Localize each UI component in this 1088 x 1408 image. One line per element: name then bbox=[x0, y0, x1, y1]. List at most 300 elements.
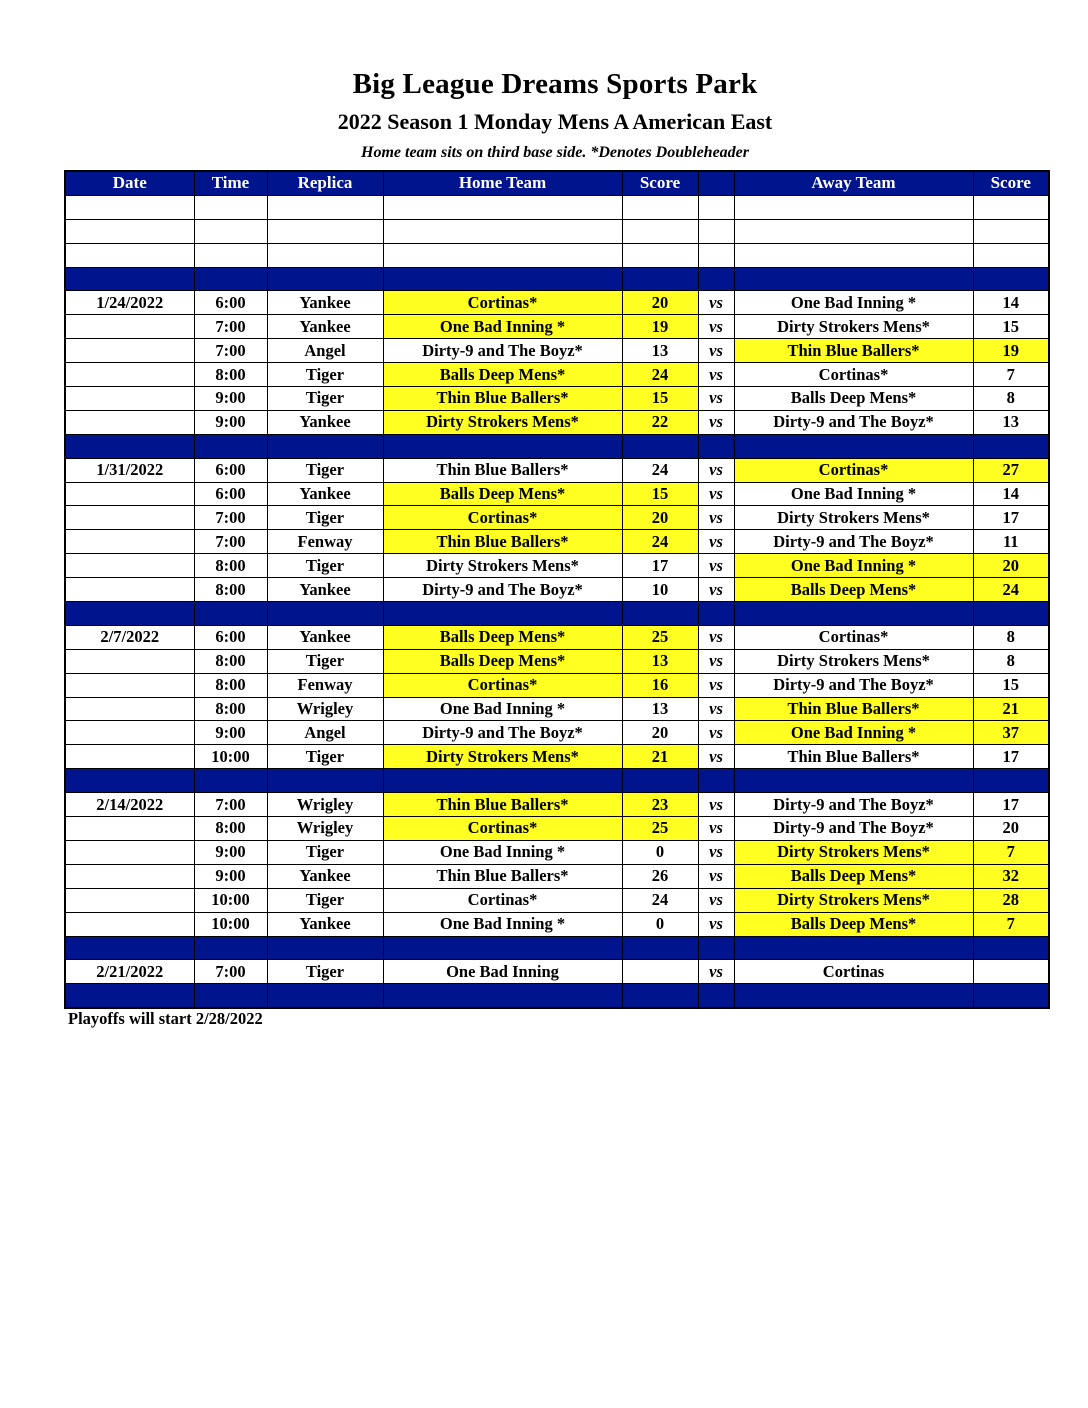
date-cell: 1/24/2022 bbox=[65, 291, 194, 315]
away-team-cell: Dirty-9 and The Boyz* bbox=[734, 530, 973, 554]
time-cell: 10:00 bbox=[194, 912, 267, 936]
time-cell: 9:00 bbox=[194, 864, 267, 888]
date-cell bbox=[65, 864, 194, 888]
time-cell: 7:00 bbox=[194, 793, 267, 817]
away-score-cell bbox=[973, 984, 1049, 1008]
time-cell bbox=[194, 984, 267, 1008]
blank-row bbox=[65, 195, 1049, 219]
vs-cell: vs bbox=[698, 888, 734, 912]
page-subtitle: 2022 Season 1 Monday Mens A American East bbox=[337, 109, 773, 134]
vs-cell: vs bbox=[698, 482, 734, 506]
vs-cell: vs bbox=[698, 697, 734, 721]
vs-cell: vs bbox=[698, 339, 734, 363]
week-separator-row bbox=[65, 769, 1049, 793]
home-team-cell: One Bad Inning * bbox=[383, 697, 622, 721]
replica-cell: Fenway bbox=[267, 530, 383, 554]
away-team-cell bbox=[734, 219, 973, 243]
vs-cell bbox=[698, 602, 734, 626]
game-row bbox=[65, 578, 1049, 602]
date-cell bbox=[65, 912, 194, 936]
away-score-cell: 17 bbox=[973, 745, 1049, 769]
game-row bbox=[65, 888, 1049, 912]
game-row bbox=[65, 721, 1049, 745]
away-team-cell: Dirty Strokers Mens* bbox=[734, 315, 973, 339]
date-cell bbox=[65, 434, 194, 458]
time-cell: 8:00 bbox=[194, 363, 267, 387]
replica-cell: Tiger bbox=[267, 387, 383, 411]
away-team-cell: Dirty Strokers Mens* bbox=[734, 649, 973, 673]
date-cell bbox=[65, 339, 194, 363]
date-cell bbox=[65, 721, 194, 745]
away-score-cell: 19 bbox=[973, 339, 1049, 363]
game-row bbox=[65, 649, 1049, 673]
time-cell: 8:00 bbox=[194, 697, 267, 721]
game-row bbox=[65, 840, 1049, 864]
time-cell bbox=[194, 243, 267, 267]
col-header-time: Time bbox=[194, 171, 267, 195]
date-cell bbox=[65, 387, 194, 411]
home-score-cell: 16 bbox=[622, 673, 698, 697]
date-cell bbox=[65, 195, 194, 219]
away-score-cell: 14 bbox=[973, 482, 1049, 506]
home-score-cell: 0 bbox=[622, 840, 698, 864]
away-score-cell: 20 bbox=[973, 817, 1049, 841]
home-score-cell: 0 bbox=[622, 912, 698, 936]
date-cell: 2/14/2022 bbox=[65, 793, 194, 817]
schedule-body bbox=[65, 195, 1049, 1008]
away-score-cell: 11 bbox=[973, 530, 1049, 554]
home-team-cell bbox=[383, 243, 622, 267]
home-score-cell bbox=[622, 219, 698, 243]
home-team-cell bbox=[383, 219, 622, 243]
replica-cell bbox=[267, 984, 383, 1008]
replica-cell: Angel bbox=[267, 721, 383, 745]
vs-cell: vs bbox=[698, 840, 734, 864]
home-score-cell: 24 bbox=[622, 363, 698, 387]
home-score-cell: 23 bbox=[622, 793, 698, 817]
away-team-cell: Balls Deep Mens* bbox=[734, 864, 973, 888]
game-row bbox=[65, 387, 1049, 411]
date-cell bbox=[65, 554, 194, 578]
vs-cell bbox=[698, 219, 734, 243]
away-team-cell: One Bad Inning * bbox=[734, 482, 973, 506]
vs-cell: vs bbox=[698, 673, 734, 697]
away-team-cell bbox=[734, 267, 973, 291]
home-team-cell bbox=[383, 936, 622, 960]
away-team-cell bbox=[734, 602, 973, 626]
home-score-cell bbox=[622, 769, 698, 793]
game-row bbox=[65, 530, 1049, 554]
away-score-cell: 7 bbox=[973, 912, 1049, 936]
replica-cell: Tiger bbox=[267, 840, 383, 864]
vs-cell: vs bbox=[698, 554, 734, 578]
date-cell bbox=[65, 769, 194, 793]
game-row bbox=[65, 745, 1049, 769]
home-score-cell: 25 bbox=[622, 625, 698, 649]
week-separator-row bbox=[65, 936, 1049, 960]
col-header-home-team: Home Team bbox=[383, 171, 622, 195]
home-team-cell: Balls Deep Mens* bbox=[383, 363, 622, 387]
away-score-cell: 17 bbox=[973, 506, 1049, 530]
away-team-cell bbox=[734, 195, 973, 219]
date-cell: 1/31/2022 bbox=[65, 458, 194, 482]
away-team-cell: Dirty-9 and The Boyz* bbox=[734, 410, 973, 434]
away-score-cell bbox=[973, 769, 1049, 793]
schedule-table bbox=[64, 170, 1050, 1009]
replica-cell: Tiger bbox=[267, 960, 383, 984]
home-team-cell: Cortinas* bbox=[383, 817, 622, 841]
home-team-cell: Cortinas* bbox=[383, 506, 622, 530]
time-cell bbox=[194, 195, 267, 219]
away-team-cell: Dirty Strokers Mens* bbox=[734, 888, 973, 912]
game-row bbox=[65, 673, 1049, 697]
away-score-cell: 8 bbox=[973, 387, 1049, 411]
home-team-cell: One Bad Inning * bbox=[383, 912, 622, 936]
away-score-cell: 7 bbox=[973, 840, 1049, 864]
game-row bbox=[65, 817, 1049, 841]
home-team-cell: Thin Blue Ballers* bbox=[383, 530, 622, 554]
away-team-cell: Dirty-9 and The Boyz* bbox=[734, 817, 973, 841]
home-team-cell: Dirty Strokers Mens* bbox=[383, 410, 622, 434]
vs-cell: vs bbox=[698, 745, 734, 769]
away-score-cell: 17 bbox=[973, 793, 1049, 817]
time-cell: 10:00 bbox=[194, 888, 267, 912]
away-team-cell: Dirty Strokers Mens* bbox=[734, 840, 973, 864]
replica-cell bbox=[267, 219, 383, 243]
date-cell bbox=[65, 649, 194, 673]
away-team-cell: Thin Blue Ballers* bbox=[734, 697, 973, 721]
away-score-cell: 20 bbox=[973, 554, 1049, 578]
replica-cell: Tiger bbox=[267, 554, 383, 578]
home-score-cell: 25 bbox=[622, 817, 698, 841]
game-row bbox=[65, 410, 1049, 434]
home-team-cell bbox=[383, 267, 622, 291]
replica-cell: Tiger bbox=[267, 506, 383, 530]
home-team-cell: One Bad Inning * bbox=[383, 840, 622, 864]
col-header-away-score: Score bbox=[973, 171, 1049, 195]
away-team-cell: Dirty-9 and The Boyz* bbox=[734, 793, 973, 817]
vs-cell: vs bbox=[698, 817, 734, 841]
date-cell bbox=[65, 817, 194, 841]
home-team-cell bbox=[383, 195, 622, 219]
away-score-cell bbox=[973, 434, 1049, 458]
time-cell: 7:00 bbox=[194, 506, 267, 530]
home-team-cell bbox=[383, 984, 622, 1008]
away-team-cell: Balls Deep Mens* bbox=[734, 912, 973, 936]
time-cell: 7:00 bbox=[194, 530, 267, 554]
time-cell: 8:00 bbox=[194, 649, 267, 673]
vs-cell: vs bbox=[698, 291, 734, 315]
away-team-cell: Balls Deep Mens* bbox=[734, 387, 973, 411]
vs-cell bbox=[698, 936, 734, 960]
vs-cell: vs bbox=[698, 458, 734, 482]
away-team-cell: Dirty-9 and The Boyz* bbox=[734, 673, 973, 697]
time-cell: 7:00 bbox=[194, 339, 267, 363]
replica-cell: Wrigley bbox=[267, 817, 383, 841]
home-team-cell: One Bad Inning bbox=[383, 960, 622, 984]
away-score-cell: 8 bbox=[973, 625, 1049, 649]
date-cell bbox=[65, 267, 194, 291]
replica-cell: Fenway bbox=[267, 673, 383, 697]
col-header-away-team: Away Team bbox=[734, 171, 973, 195]
home-score-cell bbox=[622, 195, 698, 219]
time-cell bbox=[194, 219, 267, 243]
home-team-cell: Cortinas* bbox=[383, 888, 622, 912]
home-score-cell: 10 bbox=[622, 578, 698, 602]
home-score-cell bbox=[622, 267, 698, 291]
replica-cell: Tiger bbox=[267, 363, 383, 387]
away-score-cell bbox=[973, 602, 1049, 626]
home-team-cell: Thin Blue Ballers* bbox=[383, 864, 622, 888]
vs-cell: vs bbox=[698, 721, 734, 745]
away-score-cell bbox=[973, 195, 1049, 219]
date-cell bbox=[65, 315, 194, 339]
away-team-cell: Balls Deep Mens* bbox=[734, 578, 973, 602]
home-score-cell: 24 bbox=[622, 530, 698, 554]
game-row bbox=[65, 291, 1049, 315]
date-cell bbox=[65, 219, 194, 243]
away-score-cell: 24 bbox=[973, 578, 1049, 602]
vs-cell: vs bbox=[698, 530, 734, 554]
away-team-cell: Thin Blue Ballers* bbox=[734, 745, 973, 769]
game-row bbox=[65, 363, 1049, 387]
week-separator-row bbox=[65, 267, 1049, 291]
replica-cell: Yankee bbox=[267, 482, 383, 506]
game-row bbox=[65, 912, 1049, 936]
time-cell: 8:00 bbox=[194, 578, 267, 602]
game-row bbox=[65, 793, 1049, 817]
home-team-cell bbox=[383, 602, 622, 626]
week-separator-row bbox=[65, 434, 1049, 458]
vs-cell bbox=[698, 267, 734, 291]
home-team-cell: Cortinas* bbox=[383, 291, 622, 315]
away-team-cell: Cortinas bbox=[734, 960, 973, 984]
game-row bbox=[65, 506, 1049, 530]
vs-cell: vs bbox=[698, 649, 734, 673]
playoffs-note: Playoffs will start 2/28/2022 bbox=[68, 1009, 263, 1028]
time-cell: 9:00 bbox=[194, 721, 267, 745]
away-team-cell: Dirty Strokers Mens* bbox=[734, 506, 973, 530]
date-cell bbox=[65, 673, 194, 697]
date-cell bbox=[65, 530, 194, 554]
game-row bbox=[65, 697, 1049, 721]
home-team-cell: Thin Blue Ballers* bbox=[383, 793, 622, 817]
away-team-cell: One Bad Inning * bbox=[734, 721, 973, 745]
away-score-cell bbox=[973, 960, 1049, 984]
home-score-cell: 19 bbox=[622, 315, 698, 339]
replica-cell: Wrigley bbox=[267, 793, 383, 817]
replica-cell bbox=[267, 195, 383, 219]
home-team-cell: Dirty-9 and The Boyz* bbox=[383, 578, 622, 602]
home-score-cell: 24 bbox=[622, 458, 698, 482]
time-cell: 6:00 bbox=[194, 458, 267, 482]
home-team-cell bbox=[383, 769, 622, 793]
replica-cell bbox=[267, 936, 383, 960]
vs-cell: vs bbox=[698, 506, 734, 530]
date-cell bbox=[65, 578, 194, 602]
home-team-cell: Balls Deep Mens* bbox=[383, 625, 622, 649]
away-team-cell bbox=[734, 243, 973, 267]
home-score-cell: 22 bbox=[622, 410, 698, 434]
home-score-cell: 26 bbox=[622, 864, 698, 888]
vs-cell bbox=[698, 769, 734, 793]
time-cell: 9:00 bbox=[194, 840, 267, 864]
away-score-cell: 15 bbox=[973, 673, 1049, 697]
vs-cell bbox=[698, 195, 734, 219]
col-header-date: Date bbox=[65, 171, 194, 195]
date-cell bbox=[65, 506, 194, 530]
replica-cell: Yankee bbox=[267, 912, 383, 936]
replica-cell: Tiger bbox=[267, 888, 383, 912]
home-team-cell: Cortinas* bbox=[383, 673, 622, 697]
game-row bbox=[65, 864, 1049, 888]
away-team-cell: One Bad Inning * bbox=[734, 291, 973, 315]
time-cell bbox=[194, 602, 267, 626]
home-team-cell: Dirty Strokers Mens* bbox=[383, 745, 622, 769]
away-team-cell: Cortinas* bbox=[734, 625, 973, 649]
replica-cell bbox=[267, 243, 383, 267]
vs-cell: vs bbox=[698, 387, 734, 411]
game-row bbox=[65, 554, 1049, 578]
week-separator-row bbox=[65, 602, 1049, 626]
date-cell bbox=[65, 243, 194, 267]
vs-cell: vs bbox=[698, 363, 734, 387]
home-score-cell: 20 bbox=[622, 506, 698, 530]
home-score-cell bbox=[622, 960, 698, 984]
replica-cell: Tiger bbox=[267, 649, 383, 673]
date-cell bbox=[65, 745, 194, 769]
time-cell: 10:00 bbox=[194, 745, 267, 769]
away-score-cell: 27 bbox=[973, 458, 1049, 482]
game-row bbox=[65, 625, 1049, 649]
vs-cell: vs bbox=[698, 912, 734, 936]
home-score-cell: 13 bbox=[622, 697, 698, 721]
date-cell bbox=[65, 936, 194, 960]
replica-cell: Yankee bbox=[267, 315, 383, 339]
replica-cell: Tiger bbox=[267, 458, 383, 482]
col-header-replica: Replica bbox=[267, 171, 383, 195]
home-team-cell: Dirty-9 and The Boyz* bbox=[383, 339, 622, 363]
date-cell bbox=[65, 697, 194, 721]
time-cell bbox=[194, 267, 267, 291]
away-team-cell: One Bad Inning * bbox=[734, 554, 973, 578]
vs-cell: vs bbox=[698, 578, 734, 602]
time-cell bbox=[194, 434, 267, 458]
home-score-cell: 15 bbox=[622, 387, 698, 411]
time-cell: 9:00 bbox=[194, 387, 267, 411]
time-cell: 6:00 bbox=[194, 291, 267, 315]
home-score-cell bbox=[622, 243, 698, 267]
vs-cell: vs bbox=[698, 625, 734, 649]
home-team-cell: Thin Blue Ballers* bbox=[383, 458, 622, 482]
date-cell bbox=[65, 363, 194, 387]
vs-cell: vs bbox=[698, 960, 734, 984]
vs-cell bbox=[698, 984, 734, 1008]
blank-row bbox=[65, 219, 1049, 243]
away-team-cell bbox=[734, 984, 973, 1008]
home-score-cell bbox=[622, 984, 698, 1008]
home-team-cell: Thin Blue Ballers* bbox=[383, 387, 622, 411]
date-cell bbox=[65, 888, 194, 912]
vs-cell bbox=[698, 243, 734, 267]
replica-cell: Wrigley bbox=[267, 697, 383, 721]
away-score-cell bbox=[973, 243, 1049, 267]
home-score-cell bbox=[622, 434, 698, 458]
away-score-cell: 13 bbox=[973, 410, 1049, 434]
date-cell: 2/7/2022 bbox=[65, 625, 194, 649]
date-cell bbox=[65, 482, 194, 506]
replica-cell: Angel bbox=[267, 339, 383, 363]
time-cell: 8:00 bbox=[194, 554, 267, 578]
away-score-cell: 28 bbox=[973, 888, 1049, 912]
time-cell: 6:00 bbox=[194, 482, 267, 506]
header-row bbox=[65, 171, 1049, 195]
date-cell bbox=[65, 840, 194, 864]
replica-cell: Yankee bbox=[267, 291, 383, 315]
home-team-cell: Balls Deep Mens* bbox=[383, 649, 622, 673]
replica-cell: Yankee bbox=[267, 625, 383, 649]
game-row bbox=[65, 482, 1049, 506]
home-score-cell: 13 bbox=[622, 339, 698, 363]
vs-cell: vs bbox=[698, 315, 734, 339]
away-score-cell: 7 bbox=[973, 363, 1049, 387]
time-cell: 8:00 bbox=[194, 673, 267, 697]
home-score-cell: 21 bbox=[622, 745, 698, 769]
replica-cell: Yankee bbox=[267, 578, 383, 602]
replica-cell: Tiger bbox=[267, 745, 383, 769]
away-team-cell bbox=[734, 769, 973, 793]
vs-cell bbox=[698, 434, 734, 458]
date-cell bbox=[65, 984, 194, 1008]
date-cell bbox=[65, 602, 194, 626]
home-score-cell: 24 bbox=[622, 888, 698, 912]
home-score-cell: 20 bbox=[622, 291, 698, 315]
time-cell: 8:00 bbox=[194, 817, 267, 841]
away-score-cell bbox=[973, 219, 1049, 243]
col-header-home-score: Score bbox=[622, 171, 698, 195]
vs-cell: vs bbox=[698, 793, 734, 817]
replica-cell: Yankee bbox=[267, 410, 383, 434]
replica-cell bbox=[267, 267, 383, 291]
away-score-cell: 15 bbox=[973, 315, 1049, 339]
game-row bbox=[65, 315, 1049, 339]
away-team-cell bbox=[734, 936, 973, 960]
time-cell bbox=[194, 936, 267, 960]
replica-cell bbox=[267, 434, 383, 458]
game-row bbox=[65, 960, 1049, 984]
away-score-cell: 21 bbox=[973, 697, 1049, 721]
date-cell: 2/21/2022 bbox=[65, 960, 194, 984]
away-score-cell bbox=[973, 936, 1049, 960]
game-row bbox=[65, 458, 1049, 482]
away-team-cell: Thin Blue Ballers* bbox=[734, 339, 973, 363]
home-score-cell: 20 bbox=[622, 721, 698, 745]
time-cell: 9:00 bbox=[194, 410, 267, 434]
vs-cell: vs bbox=[698, 864, 734, 888]
away-team-cell: Cortinas* bbox=[734, 363, 973, 387]
home-score-cell: 17 bbox=[622, 554, 698, 578]
home-team-cell bbox=[383, 434, 622, 458]
away-team-cell: Cortinas* bbox=[734, 458, 973, 482]
home-team-cell: Dirty Strokers Mens* bbox=[383, 554, 622, 578]
away-score-cell: 14 bbox=[973, 291, 1049, 315]
away-score-cell: 32 bbox=[973, 864, 1049, 888]
home-score-cell: 15 bbox=[622, 482, 698, 506]
time-cell bbox=[194, 769, 267, 793]
away-score-cell bbox=[973, 267, 1049, 291]
replica-cell bbox=[267, 769, 383, 793]
col-header-vs bbox=[698, 171, 734, 195]
